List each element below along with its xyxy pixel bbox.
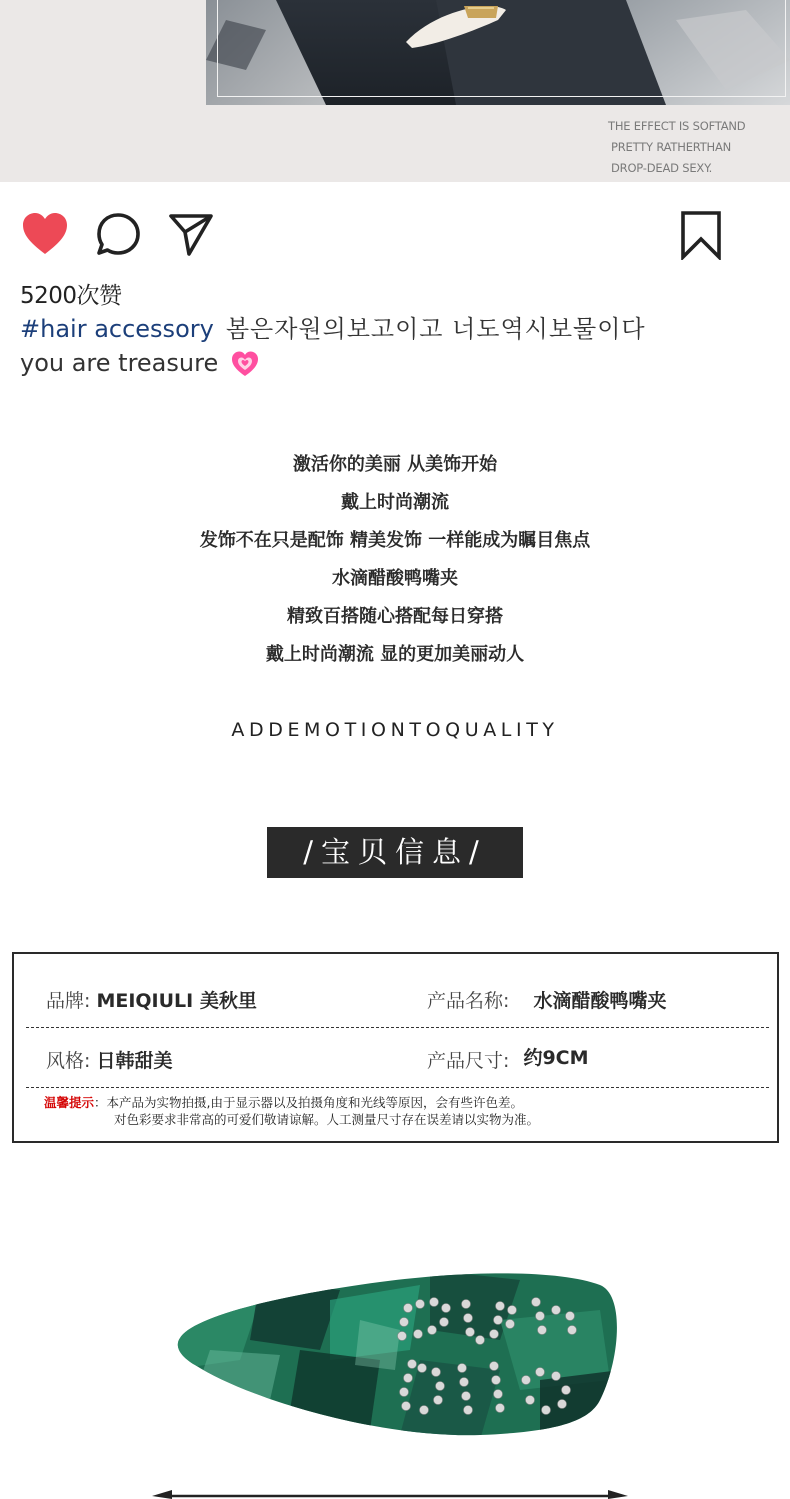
- slogan-line: 精致百搭随心搭配每日穿搭: [287, 606, 503, 627]
- comment-button[interactable]: [94, 210, 144, 260]
- share-button[interactable]: [166, 210, 216, 260]
- post-action-bar: [0, 204, 790, 264]
- slogan-line: 水滴醋酸鸭嘴夹: [332, 568, 458, 589]
- size-measure-line: [152, 1490, 628, 1499]
- slogan-line: 发饰不在只是配饰 精美发饰 一样能成为瞩目焦点: [199, 530, 591, 551]
- like-count[interactable]: 5200次赞: [20, 283, 122, 309]
- slogan-line: 戴上时尚潮流: [341, 492, 449, 513]
- hero-caption: [608, 116, 745, 179]
- slogan-line: 戴上时尚潮流 显的更加美丽动人: [265, 644, 525, 665]
- hero-frame: [217, 0, 786, 97]
- style-value: 日韩甜美: [96, 1050, 173, 1072]
- warm-tip: [44, 1094, 539, 1128]
- slogan-line: 激活你的美丽 从美饰开始: [292, 454, 498, 475]
- bookmark-icon: [676, 210, 726, 260]
- comment-icon: [94, 210, 144, 260]
- size-cell: [427, 1046, 589, 1073]
- hero-caption-line: PRETTY RATHERTHAN: [611, 140, 732, 154]
- section-title: /宝贝信息/: [267, 827, 523, 878]
- product-name-cell: [427, 986, 666, 1013]
- hashtag-link[interactable]: #hair accessory: [20, 315, 214, 343]
- spec-row: [26, 968, 769, 1028]
- warm-tip-line: 对色彩要求非常高的可爱们敬请谅解。人工测量尺寸存在误差请以实物为准。: [114, 1112, 540, 1127]
- add-emotion-text: ADDEMOTIONTOQUALITY: [231, 719, 559, 741]
- warm-tip-label: 温馨提示: [44, 1095, 95, 1110]
- product-name-label: 产品名称:: [427, 990, 510, 1012]
- save-button[interactable]: [676, 210, 726, 260]
- like-button[interactable]: [20, 210, 70, 260]
- brand-label: 品牌:: [46, 990, 91, 1012]
- hero-caption-line: DROP-DEAD SEXY.: [611, 161, 713, 175]
- caption-tail: you are treasure: [20, 349, 219, 377]
- growing-heart-emoji: [230, 349, 260, 379]
- spec-table: [12, 952, 779, 1143]
- slogan-block: [0, 450, 790, 678]
- spec-row: [26, 1028, 769, 1088]
- caption-korean: 봄은자원의보고이고 너도역시보물이다: [225, 315, 646, 343]
- post-caption: [20, 312, 780, 380]
- style-label: 风格:: [46, 1050, 91, 1072]
- product-image: [0, 1240, 790, 1499]
- warm-tip-line: ：本产品为实物拍摄,由于显示器以及拍摄角度和光线等原因，会有些许色差。: [94, 1095, 523, 1110]
- brand-value: MEIQIULI 美秋里: [96, 990, 257, 1012]
- size-label: 产品尺寸:: [427, 1050, 510, 1072]
- heart-icon: [20, 210, 70, 260]
- send-icon: [166, 210, 216, 260]
- hero-caption-line: THE EFFECT IS SOFTAND: [608, 119, 746, 133]
- product-name-value: 水滴醋酸鸭嘴夹: [533, 990, 667, 1012]
- style-cell: [46, 1046, 172, 1073]
- size-value: 约9CM: [523, 1047, 589, 1069]
- hero-banner: [0, 0, 790, 182]
- brand-cell: [46, 986, 257, 1013]
